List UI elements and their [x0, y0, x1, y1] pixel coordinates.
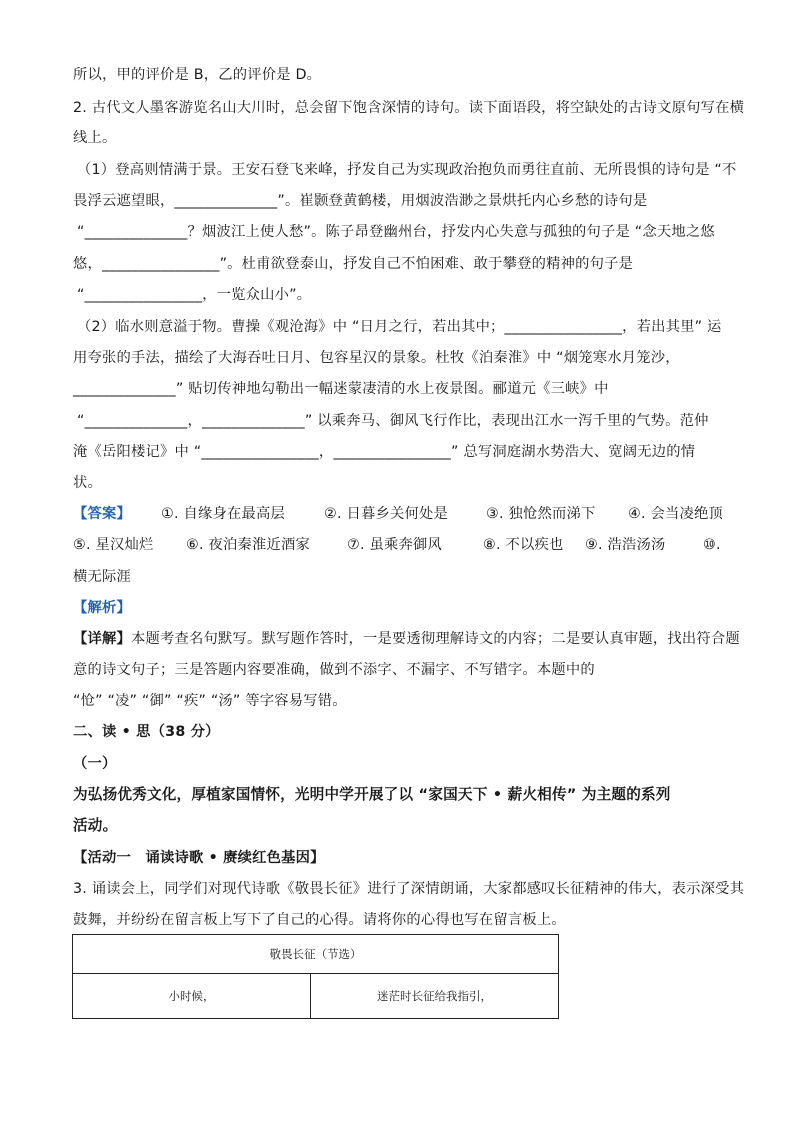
answer-item: ⑧. 不以疾也 [483, 537, 564, 553]
answer-item: ⑩. [703, 537, 721, 553]
answer-item: ④. 会当凌绝顶 [628, 506, 723, 522]
text-line: “________________，一览众山小”。 [77, 287, 312, 303]
answer-tag: 【答案】 [73, 506, 131, 522]
text-line: （1）登高则情满于景。王安石登飞来峰，抒发自己为实现政治抱负而勇往直前、无所畏惧的诗句是 “不 [77, 162, 737, 178]
poem-table-cell-right: 迷茫时长征给我指引， [311, 974, 559, 1019]
activity-heading: 【活动一 诵读诗歌 • 赓续红色基因】 [73, 850, 325, 866]
question-3-line: 鼓舞，并纷纷在留言板上写下了自己的心得。请将你的心得也写在留言板上。 [73, 912, 566, 928]
detail-tag: 【详解】 [73, 631, 131, 647]
analysis-line: 意的诗文句子；三是答题内容要准确，做到不添字、不漏字、不写错字。本题中的 [73, 662, 595, 678]
section-subtitle: （一） [73, 756, 117, 772]
text-line: 淹《岳阳楼记》中 “________________，________________” 总写洞庭湖水势浩大、宽阔无边的情 [73, 444, 696, 460]
answer-item: ⑨. 浩浩汤汤 [585, 537, 666, 553]
text-line: “______________，______________” 以乘奔马、御风飞行作比，表现出江水一泻千里的气势。范仲 [77, 413, 709, 429]
text-line: 用夸张的手法，描绘了大海吞吐日月、包容星汉的景象。杜牧《泊秦淮》中 “烟笼寒水月笼沙， [73, 350, 680, 366]
text-line: 状。 [73, 475, 102, 491]
answer-item: ②. 日暮乡关何处是 [324, 506, 448, 522]
section-title: 二、读 • 思（38 分） [73, 724, 220, 740]
answer-item: ⑦. 虽乘奔御风 [347, 537, 442, 553]
answer-item: ①. 自缘身在最高层 [161, 506, 285, 522]
poem-table [72, 934, 559, 1019]
analysis-line [73, 628, 740, 650]
text-line: ______________” 贴切传神地勾勒出一幅迷蒙凄清的水上夜景图。郦道元《三峡》中 [73, 381, 609, 397]
question-2-line: 2. 古代文人墨客游览名山大川时，总会留下饱含深情的诗句。读下面语段，将空缺处的古诗文原句写在横 [73, 100, 745, 116]
answer-row [73, 503, 723, 525]
analysis-line: “怆” “凌” “御” “疾” “汤” 等字容易写错。 [73, 693, 347, 709]
poem-table-header: 敬畏长征（节选） [73, 935, 559, 974]
answer-item: ⑤. 星汉灿烂 [73, 537, 154, 553]
text-line: 畏浮云遮望眼，______________”。崔颢登黄鹤楼，用烟波浩渺之景烘托内心乡愁的诗句是 [73, 193, 648, 209]
text-line: 悠，________________”。杜甫欲登泰山，抒发自己不怕困难、敢于攀登的精神的句子是 [73, 256, 634, 272]
analysis-tag: 【解析】 [73, 600, 131, 616]
section-intro: 活动。 [73, 817, 118, 834]
poem-table-cell-left: 小时候， [73, 974, 311, 1019]
text-line: （2）临水则意溢于物。曹操《观沧海》中 “日月之行，若出其中；________________，若出其里” 运 [77, 319, 722, 335]
question-3-line: 3. 诵读会上，同学们对现代诗歌《敬畏长征》进行了深情朗诵，大家都感叹长征精神的伟大，表示深受其 [73, 881, 745, 897]
answer-item: ③. 独怆然而涕下 [486, 506, 596, 522]
answer-item: ⑥. 夜泊秦淮近酒家 [186, 537, 310, 553]
text-line: “______________？烟波江上使人愁”。陈子昂登幽州台，抒发内心失意与孤独的句子是 “念天地之悠 [77, 224, 715, 240]
section-intro: 为弘扬优秀文化，厚植家国情怀，光明中学开展了以 “家国天下 • 薪火相传” 为主题的系列 [73, 786, 671, 803]
text-line: 线上。 [73, 130, 117, 146]
text-line: 所以，甲的评价是 B，乙的评价是 D。 [73, 67, 322, 83]
answer-item: 横无际涯 [73, 569, 131, 585]
answer-row [73, 534, 721, 556]
analysis-text: 本题考查名句默写。默写题作答时，一是要透彻理解诗文的内容；二是要认真审题，找出符合题 [131, 631, 740, 647]
